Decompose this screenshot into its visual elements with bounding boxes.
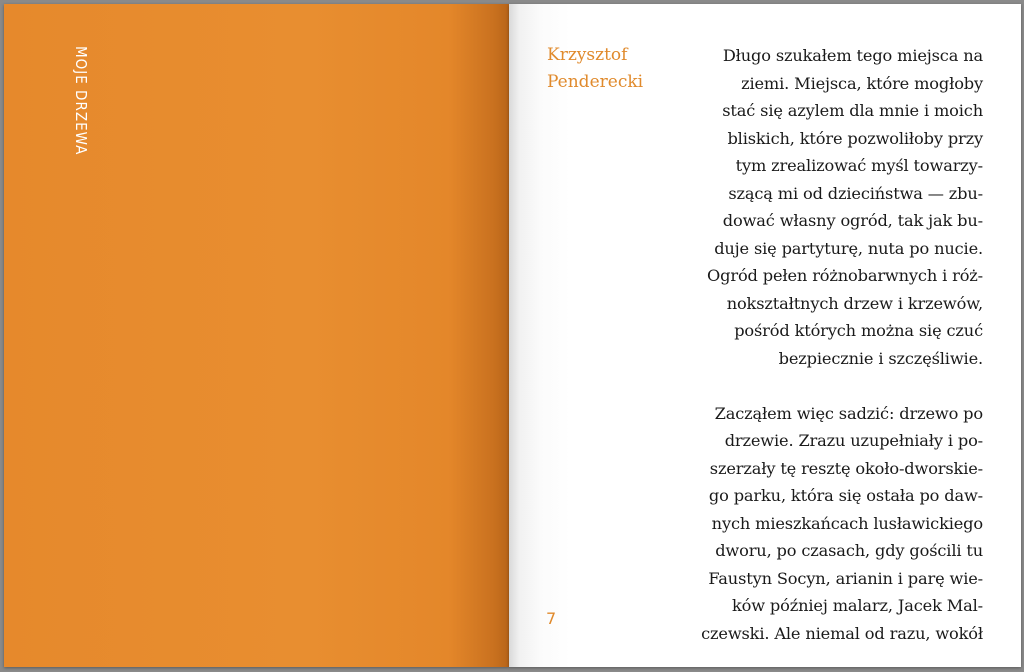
text-line: dworu, po czasach, gdy gościli tu <box>715 541 983 560</box>
text-line: bliskich, które pozwoliłoby przy <box>727 128 983 148</box>
text-line: nych mieszkańcach lusławickiego <box>711 513 983 533</box>
text-line: ziemi. Miejsca, które mogłoby <box>741 73 983 93</box>
text-line: bezpiecznie i szczęśliwie. <box>778 348 983 368</box>
author-last-name: Penderecki <box>547 72 644 92</box>
text-line: ków później malarz, Jacek Mal- <box>731 596 983 615</box>
text-line: go parku, która się ostała po daw- <box>708 486 983 505</box>
author-name <box>547 42 677 96</box>
right-page <box>509 4 1021 667</box>
text-line: Długo szukałem tego miejsca na <box>722 46 983 65</box>
text-line: Zacząłem więc sadzić: drzewo po <box>714 403 983 423</box>
text-line: szerzały tę resztę około-dworskie- <box>709 458 983 478</box>
text-line: dować własny ogród, tak jak bu- <box>722 211 983 230</box>
body-text <box>675 42 983 647</box>
text-line: Ogród pełen różnobarwnych i róż- <box>707 266 983 285</box>
text-line: pośród których można się czuć <box>734 321 983 340</box>
text-line: szącą mi od dzieciństwa — zbu- <box>728 183 983 203</box>
text-line: drzewie. Zrazu uzupełniały i po- <box>724 431 983 450</box>
author-first-name: Krzysztof <box>547 45 628 65</box>
left-page <box>4 4 509 667</box>
text-line: czewski. Ale niemal od razu, wokół <box>701 623 983 643</box>
paragraph <box>675 42 983 372</box>
text-line: tym zrealizować myśl towarzy- <box>735 156 983 175</box>
text-line: stać się azylem dla mnie i moich <box>722 101 983 120</box>
text-line: Faustyn Socyn, arianin i parę wie- <box>708 568 983 588</box>
text-line: duje się partyturę, nuta po nucie. <box>714 238 983 258</box>
paragraph <box>675 400 983 648</box>
page-number: 7 <box>546 609 557 628</box>
vertical-book-title: MOJE DRZEWA <box>72 46 90 156</box>
text-line: nokształtnych drzew i krzewów, <box>726 293 983 313</box>
